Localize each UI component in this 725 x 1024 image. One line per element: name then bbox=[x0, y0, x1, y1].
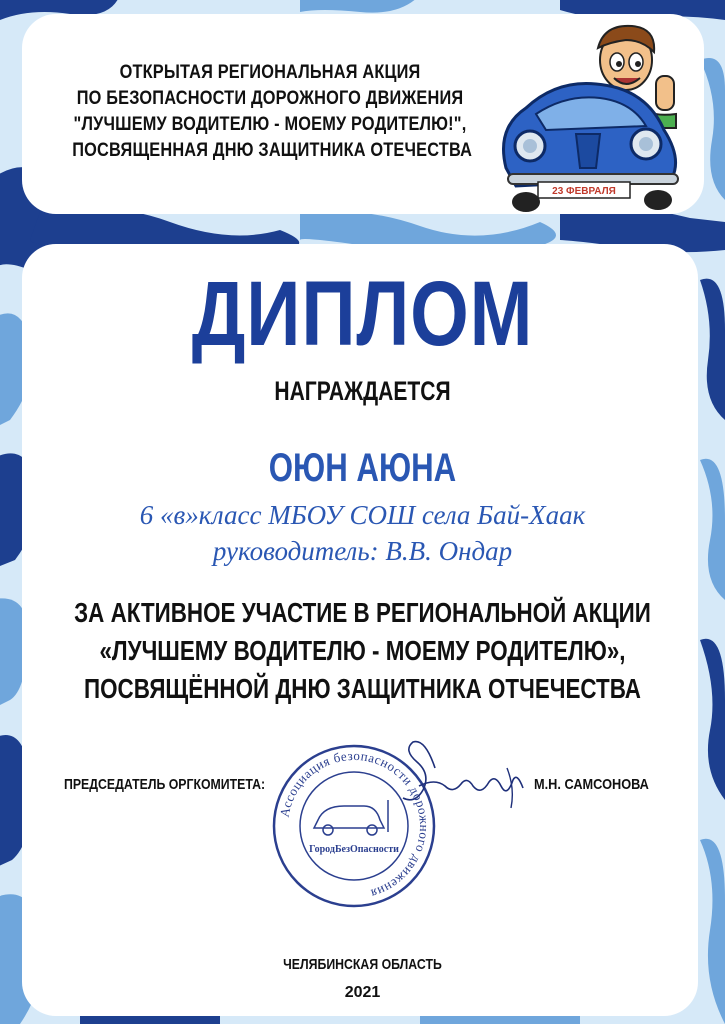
stamp-ring-text: Ассоциация безопасности дорожного движения bbox=[276, 747, 433, 902]
event-title-line: "ЛУЧШЕМУ ВОДИТЕЛЮ - МОЕМУ РОДИТЕЛЮ!", bbox=[73, 114, 467, 135]
event-title-line: ПО БЕЗОПАСНОСТИ ДОРОЖНОГО ДВИЖЕНИЯ bbox=[76, 88, 464, 109]
handwritten-signature bbox=[395, 728, 535, 828]
cartoon-car-illustration bbox=[486, 18, 698, 214]
award-reason-line: ПОСВЯЩЁННОЙ ДНЮ ЗАЩИТНИКА ОТЧЕЧЕСТВА bbox=[84, 673, 641, 704]
signatory-name: М.Н. САМСОНОВА bbox=[534, 776, 649, 793]
year-label: 2021 bbox=[344, 984, 381, 1001]
awarded-label: НАГРАЖДАЕТСЯ bbox=[274, 376, 451, 406]
signature-label: ПРЕДСЕДАТЕЛЬ ОРГКОМИТЕТА: bbox=[64, 776, 266, 793]
recipient-name: ОЮН АЮНА bbox=[268, 446, 457, 490]
award-reason-line: «ЛУЧШЕМУ ВОДИТЕЛЮ - МОЕМУ РОДИТЕЛЮ», bbox=[99, 635, 626, 666]
award-reason bbox=[73, 594, 653, 708]
event-title-line: ОТКРЫТАЯ РЕГИОНАЛЬНАЯ АКЦИЯ bbox=[119, 62, 421, 83]
event-title bbox=[72, 60, 473, 164]
supervisor-line: руководитель: В.В. Ондар bbox=[212, 536, 513, 566]
class-line: 6 «в»класс МБОУ СОШ села Бай-Хаак bbox=[139, 500, 586, 530]
region-label: ЧЕЛЯБИНСКАЯ ОБЛАСТЬ bbox=[283, 956, 442, 973]
car-plate-text: 23 ФЕВРАЛЯ bbox=[552, 186, 616, 197]
award-reason-line: ЗА АКТИВНОЕ УЧАСТИЕ В РЕГИОНАЛЬНОЙ АКЦИИ bbox=[74, 597, 651, 628]
event-title-line: ПОСВЯЩЕННАЯ ДНЮ ЗАЩИТНИКА ОТЕЧЕСТВА bbox=[72, 140, 473, 161]
stamp-center-text: ГородБезОпасности bbox=[309, 844, 399, 855]
diploma-title: ДИПЛОМ bbox=[191, 263, 534, 365]
